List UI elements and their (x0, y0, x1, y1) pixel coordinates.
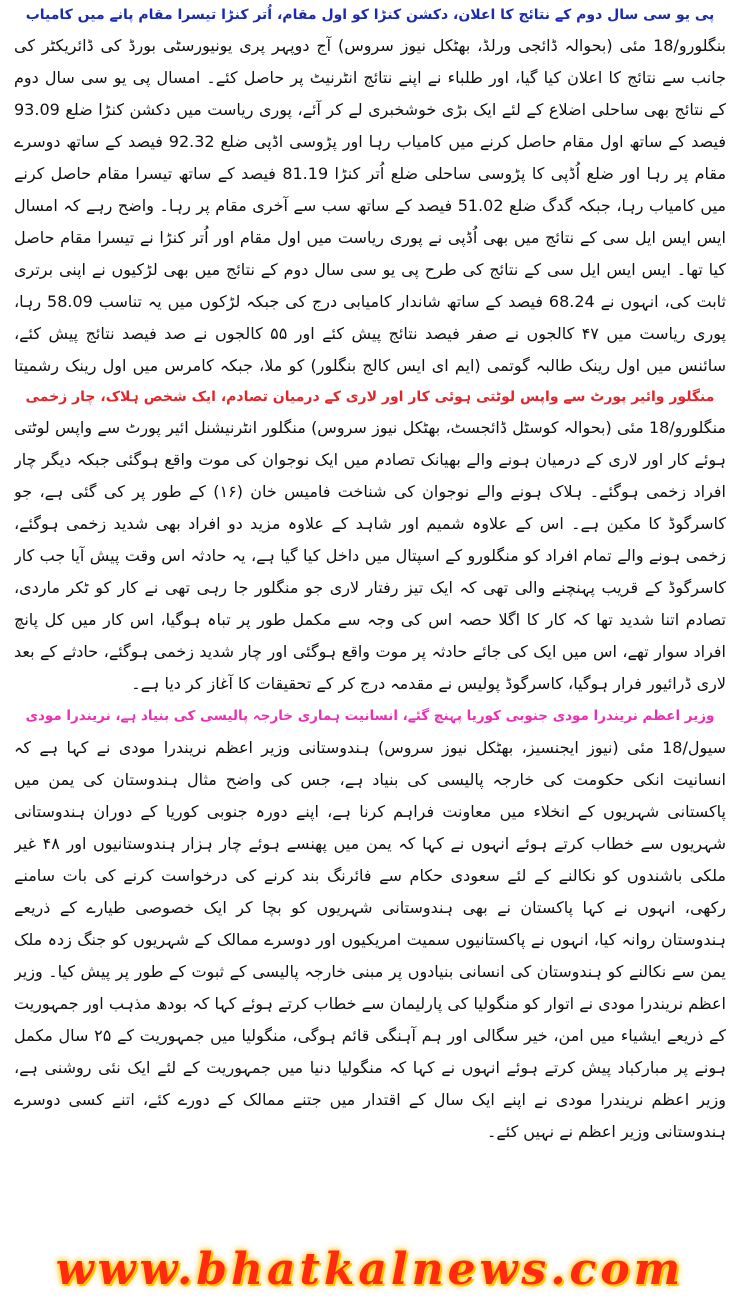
body-mangalore-accident: منگلورو/18 مئی (بحوالہ کوسٹل ڈائجسٹ، بھٹکل نیوز سروس) منگلور انٹرنیشنل ائیر پورٹ سے واپس لوٹتی ہوئے کار اور لاری کے درمیان ہونے والے بھیانک تصادم میں ایک نوجوان کی موت واقع ہوگئی جبکہ دیگر چار افراد زخمی ہوگئے۔ ہلاک ہونے والے نوجوان کی شناخت فامیس خان (۱۶) کے طور پر کی گئی ہے، جو کاسرگوڈ کا مکین ہے۔ اس کے علاوہ شمیم اور شاہد کے علاوہ مزید دو افراد بھی شدید زخمی ہوگئے، زخمی ہونے والے تمام افراد کو منگلورو کے اسپتال میں داخل کیا گیا ہے، یہ حادثہ اس وقت پیش آیا جب کار کاسرگوڈ کے قریب پہنچنے والی تھی کہ ایک تیز رفتار لاری جو منگلور جا رہی تھی نے کار کو ٹکر ماردی، تصادم اتنا شدید تھا کہ کار کا اگلا حصہ اس کی وجہ سے مکمل طور پر تباہ ہوگیا، اس کار میں کل پانچ افراد سوار تھے، اس میں ایک کی جائے حادثہ پر موت واقع ہوگئی اور چار شدید زخمی ہوگئے، حادثے کے بعد لاری ڈرائیور فرار ہوگیا، کاسرگوڈ پولیس نے مقدمہ درج کر کے تحقیقات کا آغاز کر دیا ہے۔ (14, 418, 726, 694)
body-puc-results: بنگلورو/18 مئی (بحوالہ ڈائجی ورلڈ، بھٹکل نیوز سروس) آج دوپہر پری یونیورسٹی بورڈ کی ڈائریکٹر کی جانب سے نتائج کا اعلان کیا گیا، اور طلباء نے اپنے نتائج انٹرنیٹ پر حاصل کئے۔ امسال پی یو سی سال دوم کے نتائج بھی ساحلی اضلاع کے لئے ایک بڑی خوشخبری لے کر آئے، پوری ریاست میں دکشن کنڑا ضلع 93.09 فیصد کے ساتھ اول مقام حاصل کرنے میں کامیاب رہا اور پڑوسی اڈپی ضلع 92.32 فیصد کے ساتھ دوسرے مقام پر رہا اور ضلع اُڈپی کا پڑوسی ساحلی ضلع اُتر کنڑا 81.19 فیصد کے ساتھ تیسرا مقام حاصل کرنے میں کامیاب رہا، جبکہ گدگ ضلع 51.02 فیصد کے ساتھ سب سے آخری مقام پر رہا۔ واضح رہے کہ امسال ایس ایس ایل سی کے نتائج میں بھی اُڈپی نے پوری ریاست میں اول مقام اور اُتر کنڑا نے تیسرا مقام حاصل کیا تھا۔ ایس ایس ایل سی کے نتائج کی طرح پی یو سی سال دوم کے نتائج میں بھی لڑکیوں نے اپنی برتری ثابت کی، انہوں نے 68.24 فیصد کے ساتھ شاندار کامیابی درج کی جبکہ لڑکوں میں یہ تناسب 58.09 رہا، پوری ریاست میں ۴۷ کالجوں نے صفر فیصد نتائج پیش کئے اور ۵۵ کالجوں نے صد فیصد نتائج پیش کئے، سائنس میں اول رینک طالبہ گوتمی (ایم ای ایس کالج بنگلور) کو ملا، جبکہ کامرس میں اول رینک رشمیتا (14, 36, 726, 376)
footer-banner (0, 1238, 740, 1300)
headline-mangalore-accident: منگلور وائیر پورٹ سے واپس لوٹتی ہوئی کار اور لاری کے درمیان تصادم، ایک شخص ہلاک، چار زخمی (25, 389, 715, 406)
article-modi-korea (14, 700, 726, 1148)
headline-modi-korea: وزیر اعظم نریندرا مودی جنوبی کوریا پہنچ گئے، انسانیت ہماری خارجہ پالیسی کی بنیاد ہے، نریندرا مودی (25, 708, 715, 725)
article-puc-results (14, 4, 726, 378)
headline-puc-results: پی یو سی سال دوم کے نتائج کا اعلان، دکشن کنڑا کو اول مقام، اُتر کنڑا تیسرا مقام پانے میں کامیاب (25, 7, 715, 23)
article-mangalore-accident (14, 378, 726, 700)
website-watermark[interactable]: www.bhatkalnews.com (55, 1243, 685, 1295)
body-modi-korea: سیول/18 مئی (نیوز ایجنسیز، بھٹکل نیوز سروس) ہندوستانی وزیر اعظم نریندرا مودی نے کہا ہے کہ انسانیت انکی حکومت کی خارجہ پالیسی کی بنیاد ہے، جس کی واضح مثال ہندوستان کی یمن میں پاکستانی شہریوں کے انخلاء میں معاونت فراہم کرنا ہے، اپنے دورہ جنوبی کوریا کے دوران ہندوستانی شہریوں سے خطاب کرتے ہوئے انہوں نے کہا کہ یمن میں پھنسے ہوئے چار ہزار ہندوستانیوں اور ۴۸ غیر ملکی باشندوں کو نکالنے کے لئے سعودی حکام سے فائرنگ بند کرنے کی درخواست کرنے کی بات سامنے رکھی، انہوں نے کہا پاکستان نے بھی ہندوستانی شہریوں کو بچا کر ایک خصوصی طیارے کے ذریعے ہندوستان روانہ کیا، انہوں نے پاکستانیوں سمیت امریکیوں اور دوسرے ممالک کے شہریوں کو جنگ زدہ ملک یمن سے نکالنے کو ہندوستان کی انسانی بنیادوں پر مبنی خارجہ پالیسی کے ثبوت کے طور پر پیش کیا۔ وزیر اعظم نریندرا مودی نے اتوار کو منگولیا کی پارلیمان سے خطاب کرتے ہوئے کہا کہ بودھ مذہب اور جمہوریت کے ذریعے ایشیاء میں امن، خیر سگالی اور ہم آہنگی قائم ہوگی، منگولیا میں جمہوریت کے ۲۵ سال مکمل ہونے پر مبارکباد پیش کرتے ہوئے انہوں نے کہا کہ منگولیا دنیا میں جمہوریت کے لئے ایک نئی روشنی ہے، وزیر اعظم نریندرا مودی نے اپنے ایک سال کے اقتدار میں جتنے ممالک کے دورے کئے، اتنے کسی دوسرے ہندوستانی وزیر اعظم نے نہیں کئے۔ (14, 737, 726, 1141)
